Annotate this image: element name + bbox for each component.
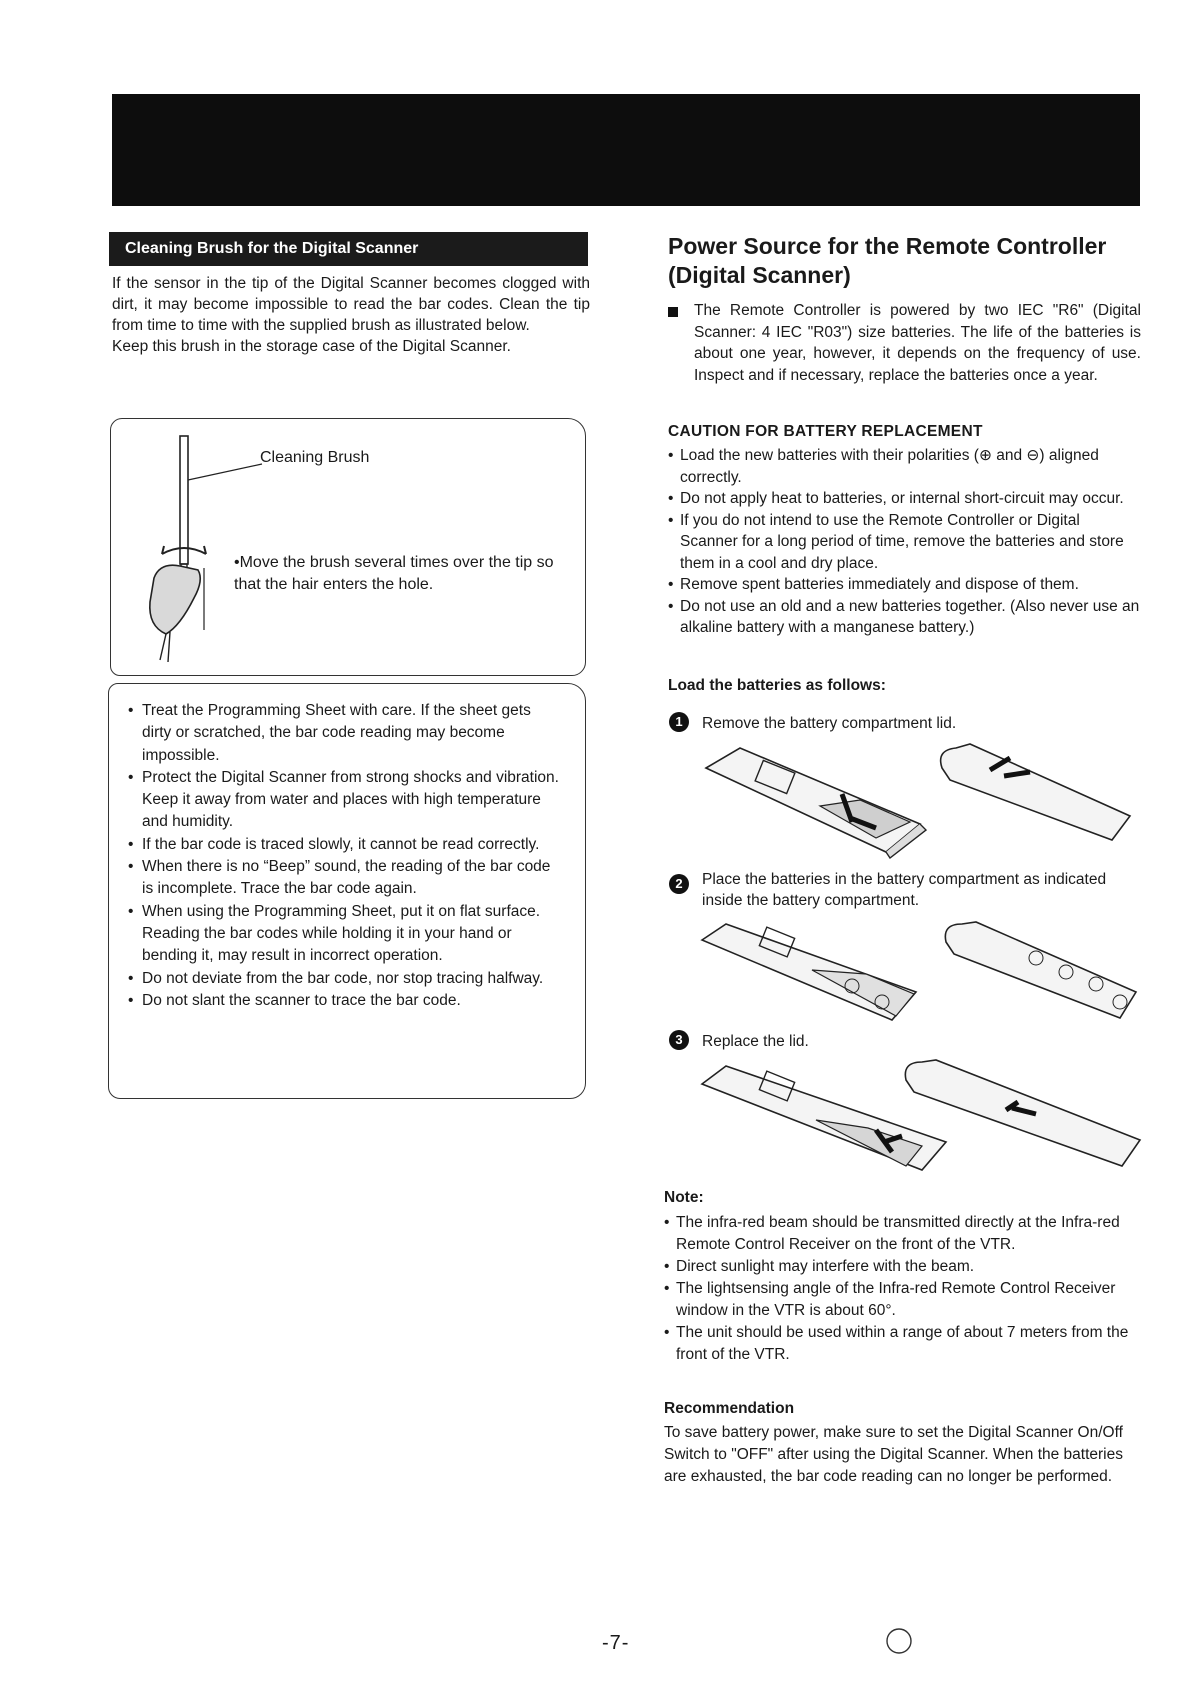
cleaning-intro: [112, 273, 590, 357]
list-item: • The infra-red beam should be transmitted directly at the Infra-red Remote Control Receiver on the front of the VTR.: [664, 1212, 1136, 1256]
brush-instruction: •Move the brush several times over the tip so that the hair enters the hole.: [234, 554, 554, 593]
note-list: [664, 1212, 1136, 1366]
step-number-badge: 1: [669, 712, 689, 732]
intro-paragraph: Keep this brush in the storage case of the Digital Scanner.: [112, 338, 511, 355]
lid-replacement-illustration: [696, 1058, 1142, 1180]
header-band: [112, 94, 1140, 206]
list-item: • Load the new batteries with their polarities (⊕ and ⊖) aligned correctly.: [668, 445, 1140, 488]
recommendation-text: To save battery power, make sure to set the Digital Scanner On/Off Switch to "OFF" after using the Digital Scanner. When the batteries are exhausted, the bar code reading can no longer be performed.: [664, 1424, 1123, 1485]
caution-list: [668, 445, 1140, 639]
power-description: The Remote Controller is powered by two IEC "R6" (Digital Scanner: 4 IEC "R03") size batteries. The life of the batteries is about one year, however, it depends on the frequency of use. Inspect and if necessary, replace the batteries once a year.: [694, 302, 1141, 384]
title-line: Power Source for the Remote Controller: [668, 233, 1107, 259]
list-item: • Do not apply heat to batteries, or internal short-circuit may occur.: [668, 488, 1140, 510]
battery-insertion-illustration: [696, 918, 1140, 1038]
list-item: • Treat the Programming Sheet with care. If the sheet gets dirty or scratched, the bar code reading may become impossible.: [128, 700, 564, 767]
list-item: • Do not slant the scanner to trace the bar code.: [128, 990, 564, 1012]
note-heading: Note:: [664, 1189, 704, 1206]
list-item: • Protect the Digital Scanner from strong shocks and vibration. Keep it away from water and places with high temperature and humidity.: [128, 767, 564, 834]
list-item: • The lightsensing angle of the Infra-red Remote Control Receiver window in the VTR is about 60°.: [664, 1278, 1136, 1322]
cleaning-brush-label: Cleaning Brush: [260, 449, 370, 466]
list-item: • Do not use an old and a new batteries together. (Also never use an alkaline battery with a manganese battery.): [668, 596, 1140, 639]
list-item: • If you do not intend to use the Remote Controller or Digital Scanner for a long period of time, remove the batteries and store them in a cool and dry place.: [668, 510, 1140, 575]
page-number: -7-: [602, 1632, 630, 1654]
cleaning-brush-illustration: [140, 430, 260, 670]
caution-heading: CAUTION FOR BATTERY REPLACEMENT: [668, 423, 983, 440]
step-number-badge: 3: [669, 1030, 689, 1050]
step-number-badge: 2: [669, 874, 689, 894]
registration-mark-icon: [884, 1626, 914, 1656]
section-heading-cleaning-brush: Cleaning Brush for the Digital Scanner: [109, 232, 588, 266]
power-source-title: [668, 232, 1148, 290]
remote-lid-removal-illustration: [700, 740, 1140, 860]
intro-paragraph: If the sensor in the tip of the Digital Scanner becomes clogged with dirt, it may become impossible to read the bar codes. Clean the tip from time to time with the supplied brush as illustrated below.: [112, 275, 590, 334]
load-batteries-heading: Load the batteries as follows:: [668, 677, 886, 694]
list-item: • When using the Programming Sheet, put it on flat surface. Reading the bar codes while holding it in your hand or bending it, may result in incorrect operation.: [128, 901, 564, 968]
square-bullet-icon: [668, 307, 678, 317]
step-text: Place the batteries in the battery compartment as indicated inside the battery compartment.: [702, 871, 1107, 909]
recommendation-heading: Recommendation: [664, 1400, 795, 1417]
list-item: • The unit should be used within a range of about 7 meters from the front of the VTR.: [664, 1322, 1136, 1366]
list-item: • Do not deviate from the bar code, nor stop tracing halfway.: [128, 968, 564, 990]
step-text: Replace the lid.: [702, 1033, 809, 1050]
list-item: • If the bar code is traced slowly, it cannot be read correctly.: [128, 834, 564, 856]
step-text: Remove the battery compartment lid.: [702, 715, 957, 732]
title-line: (Digital Scanner): [668, 262, 851, 288]
list-item: • Remove spent batteries immediately and dispose of them.: [668, 574, 1140, 596]
list-item: • When there is no “Beep” sound, the reading of the bar code is incomplete. Trace the bar code again.: [128, 856, 564, 901]
care-notes-list: [128, 700, 564, 1012]
list-item: • Direct sunlight may interfere with the beam.: [664, 1256, 1136, 1278]
